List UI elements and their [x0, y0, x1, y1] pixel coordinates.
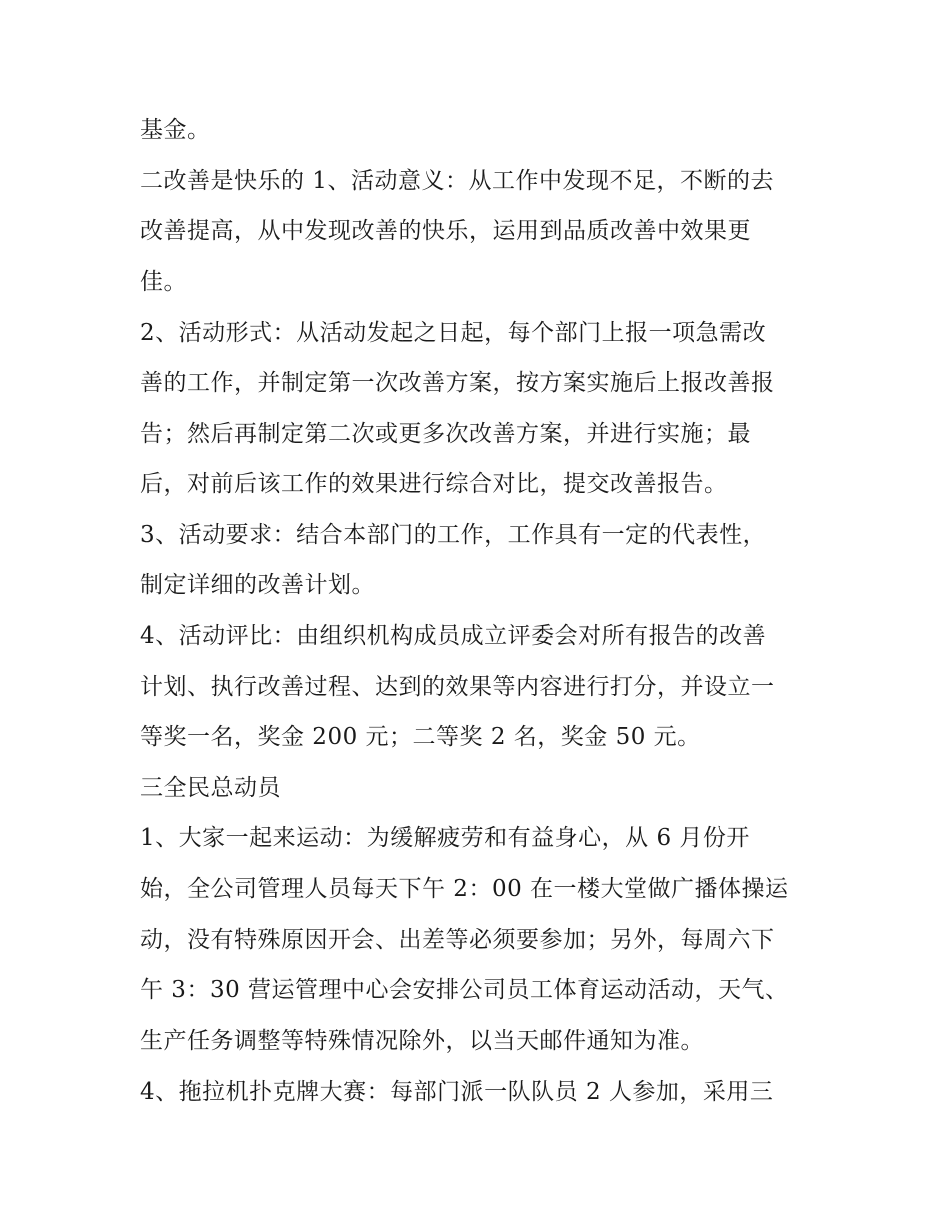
text-line: 午 3：30 营运管理中心会安排公司员工体育运动活动，天气、	[140, 977, 789, 1003]
text-line: 2、活动形式：从活动发起之日起，每个部门上报一项急需改	[140, 320, 767, 346]
text-line: 始，全公司管理人员每天下午 2：00 在一楼大堂做广播体操运	[140, 876, 789, 902]
text-line: 4、拖拉机扑克牌大赛：每部门派一队队员 2 人参加，采用三	[140, 1079, 774, 1105]
text-line: 等奖一名，奖金 200 元；二等奖 2 名，奖金 50 元。	[140, 724, 701, 750]
text-line: 佳。	[140, 269, 187, 295]
text-line: 改善提高，从中发现改善的快乐，运用到品质改善中效果更	[140, 218, 751, 244]
text-line: 后，对前后该工作的效果进行综合对比，提交改善报告。	[140, 471, 728, 497]
text-line: 二改善是快乐的 1、活动意义：从工作中发现不足，不断的去	[140, 168, 774, 194]
text-line: 动，没有特殊原因开会、出差等必须要参加；另外，每周六下	[140, 927, 775, 953]
section-heading: 三全民总动员	[140, 775, 281, 801]
text-line: 4、活动评比：由组织机构成员成立评委会对所有报告的改善	[140, 623, 767, 649]
text-line: 生产任务调整等特殊情况除外，以当天邮件通知为准。	[140, 1028, 704, 1054]
text-line: 善的工作，并制定第一次改善方案，按方案实施后上报改善报	[140, 370, 775, 396]
text-line: 制定详细的改善计划。	[140, 572, 375, 598]
text-line: 3、活动要求：结合本部门的工作，工作具有一定的代表性，	[140, 522, 767, 548]
text-line: 计划、执行改善过程、达到的效果等内容进行打分，并设立一	[140, 674, 775, 700]
text-line: 1、大家一起来运动：为缓解疲劳和有益身心，从 6 月份开	[140, 825, 750, 851]
text-line: 基金。	[140, 117, 211, 143]
text-line: 告；然后再制定第二次或更多次改善方案，并进行实施；最	[140, 421, 751, 447]
